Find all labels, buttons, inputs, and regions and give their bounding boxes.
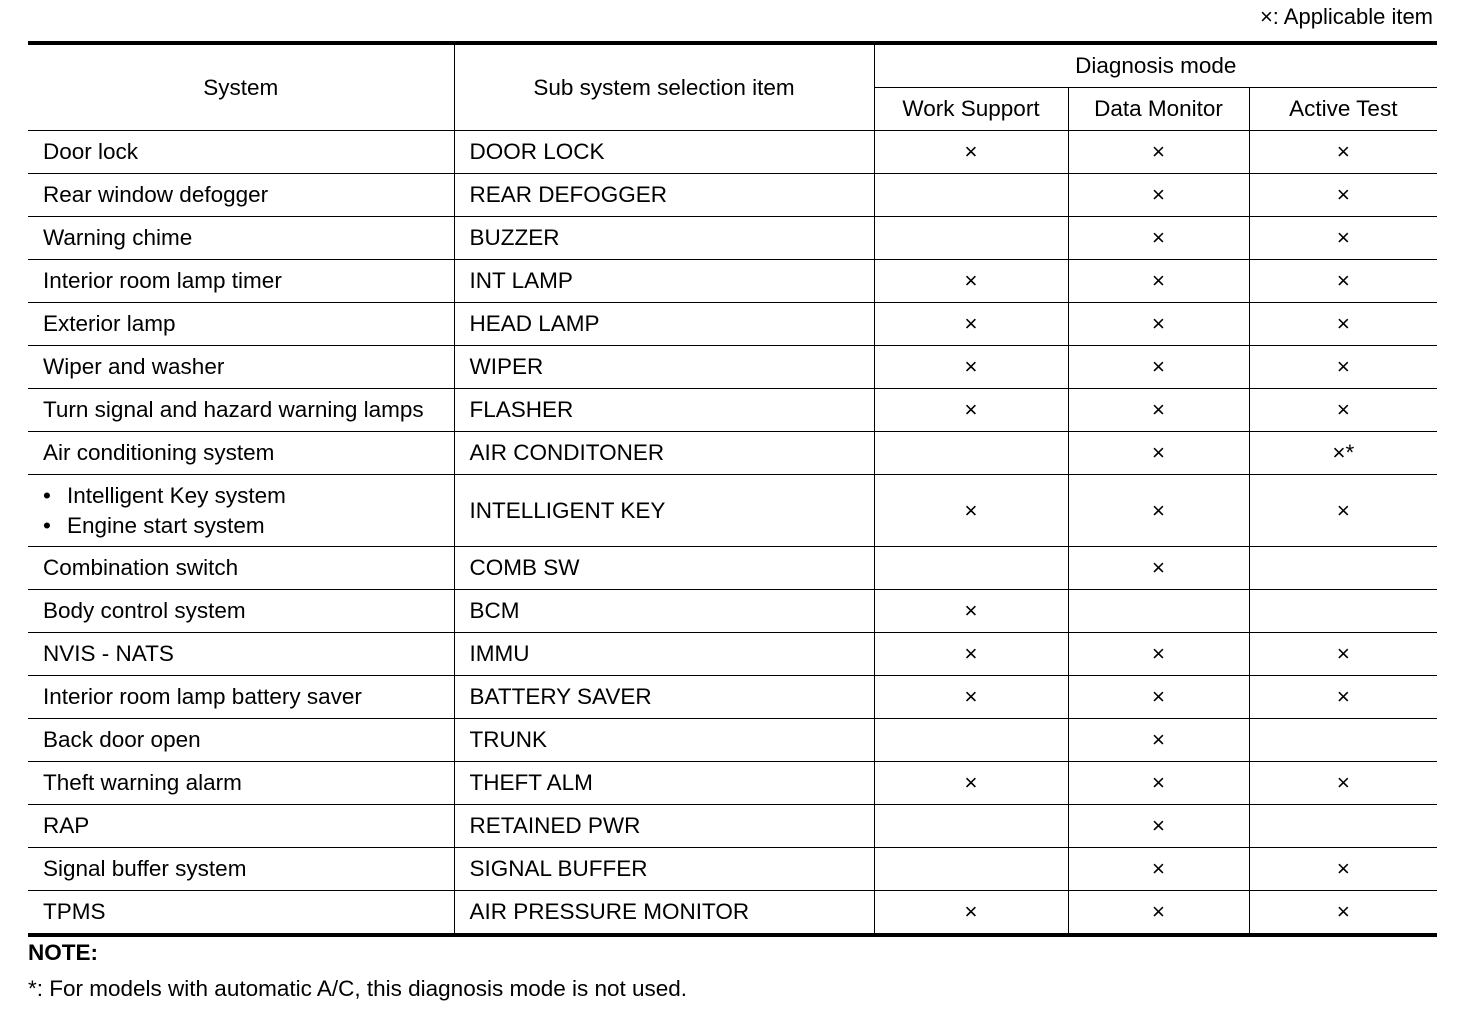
data-monitor-mark: × [1068,676,1249,719]
data-monitor-mark: × [1068,891,1249,936]
data-monitor-mark: × [1068,719,1249,762]
system-cell: Body control system [28,590,454,633]
active-test-mark: × [1249,848,1437,891]
data-monitor-mark: × [1068,805,1249,848]
header-active-test: Active Test [1249,88,1437,131]
note-title: NOTE: [28,940,98,965]
active-test-mark: × [1249,174,1437,217]
active-test-mark: × [1249,260,1437,303]
data-monitor-mark: × [1068,389,1249,432]
table-row [28,547,1437,590]
work-support-mark [874,848,1068,891]
table-row [28,633,1437,676]
table-row [28,805,1437,848]
active-test-mark: × [1249,217,1437,260]
note-text: *: For models with automatic A/C, this diagnosis mode is not used. [28,976,688,1001]
active-test-mark: × [1249,131,1437,174]
data-monitor-mark: × [1068,848,1249,891]
work-support-mark [874,547,1068,590]
data-monitor-mark: × [1068,174,1249,217]
table-row [28,848,1437,891]
table-row [28,762,1437,805]
sub-system-cell: REAR DEFOGGER [454,174,874,217]
system-cell: Combination switch [28,547,454,590]
sub-system-cell: IMMU [454,633,874,676]
header-data-monitor: Data Monitor [1068,88,1249,131]
sub-system-cell: FLASHER [454,389,874,432]
work-support-mark: × [874,590,1068,633]
active-test-mark [1249,547,1437,590]
sub-system-cell: INTELLIGENT KEY [454,475,874,547]
table-row [28,389,1437,432]
system-cell: Interior room lamp timer [28,260,454,303]
sub-system-cell: SIGNAL BUFFER [454,848,874,891]
work-support-mark [874,217,1068,260]
sub-system-cell: TRUNK [454,719,874,762]
header-system: System [28,43,454,131]
system-cell: NVIS - NATS [28,633,454,676]
bullet-marker: • [43,512,51,538]
system-bullet-item [43,481,454,511]
header-diagnosis-mode: Diagnosis mode [874,43,1437,88]
work-support-mark: × [874,633,1068,676]
work-support-mark: × [874,346,1068,389]
data-monitor-mark: × [1068,633,1249,676]
data-monitor-mark: × [1068,762,1249,805]
system-cell: Exterior lamp [28,303,454,346]
work-support-mark [874,719,1068,762]
active-test-mark: × [1249,303,1437,346]
active-test-mark [1249,590,1437,633]
work-support-mark: × [874,676,1068,719]
work-support-mark: × [874,891,1068,936]
system-cell: Wiper and washer [28,346,454,389]
system-cell: Air conditioning system [28,432,454,475]
active-test-mark: ×* [1249,432,1437,475]
work-support-mark [874,432,1068,475]
work-support-mark: × [874,762,1068,805]
table-row [28,260,1437,303]
active-test-mark [1249,805,1437,848]
system-cell: Rear window defogger [28,174,454,217]
data-monitor-mark: × [1068,432,1249,475]
work-support-mark: × [874,303,1068,346]
diagnosis-mode-table [28,41,1437,937]
sub-system-cell: AIR PRESSURE MONITOR [454,891,874,936]
active-test-mark: × [1249,762,1437,805]
system-cell: RAP [28,805,454,848]
sub-system-cell: BCM [454,590,874,633]
work-support-mark: × [874,475,1068,547]
data-monitor-mark: × [1068,346,1249,389]
active-test-mark: × [1249,891,1437,936]
active-test-mark: × [1249,633,1437,676]
active-test-mark: × [1249,676,1437,719]
work-support-mark: × [874,389,1068,432]
system-cell: Back door open [28,719,454,762]
table-row [28,719,1437,762]
sub-system-cell: COMB SW [454,547,874,590]
sub-system-cell: HEAD LAMP [454,303,874,346]
data-monitor-mark [1068,590,1249,633]
table-row [28,346,1437,389]
table-row [28,590,1437,633]
work-support-mark [874,805,1068,848]
header-sub-system: Sub system selection item [454,43,874,131]
data-monitor-mark: × [1068,475,1249,547]
table-row [28,217,1437,260]
system-cell: Door lock [28,131,454,174]
sub-system-cell: THEFT ALM [454,762,874,805]
system-cell: Interior room lamp battery saver [28,676,454,719]
system-cell: Warning chime [28,217,454,260]
sub-system-cell: INT LAMP [454,260,874,303]
table-row [28,475,1437,547]
data-monitor-mark: × [1068,260,1249,303]
sub-system-cell: RETAINED PWR [454,805,874,848]
sub-system-cell: AIR CONDITONER [454,432,874,475]
data-monitor-mark: × [1068,303,1249,346]
work-support-mark: × [874,131,1068,174]
sub-system-cell: WIPER [454,346,874,389]
system-cell: TPMS [28,891,454,936]
table-row [28,891,1437,936]
active-test-mark [1249,719,1437,762]
table-row [28,174,1437,217]
active-test-mark: × [1249,346,1437,389]
data-monitor-mark: × [1068,547,1249,590]
header-work-support: Work Support [874,88,1068,131]
system-bullet-text: Intelligent Key system [67,482,286,508]
system-cell: Signal buffer system [28,848,454,891]
active-test-mark: × [1249,389,1437,432]
system-bullet-text: Engine start system [67,512,265,538]
table-row [28,303,1437,346]
sub-system-cell: DOOR LOCK [454,131,874,174]
legend-text: ×: Applicable item [1259,4,1433,29]
table-row [28,676,1437,719]
bullet-marker: • [43,482,51,508]
sub-system-cell: BATTERY SAVER [454,676,874,719]
system-cell [28,475,454,547]
table-row [28,432,1437,475]
work-support-mark: × [874,260,1068,303]
work-support-mark [874,174,1068,217]
system-cell: Theft warning alarm [28,762,454,805]
active-test-mark: × [1249,475,1437,547]
table-row [28,131,1437,174]
data-monitor-mark: × [1068,217,1249,260]
data-monitor-mark: × [1068,131,1249,174]
system-bullet-item [43,511,454,541]
system-cell: Turn signal and hazard warning lamps [28,389,454,432]
sub-system-cell: BUZZER [454,217,874,260]
